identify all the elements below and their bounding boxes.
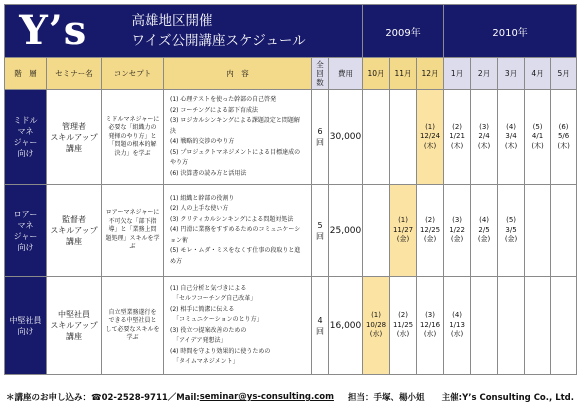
date-cell bbox=[363, 185, 390, 277]
table-row bbox=[5, 185, 577, 277]
col-content: 内 容 bbox=[164, 58, 312, 90]
col-month-apr: 4月 bbox=[525, 58, 551, 90]
footer bbox=[6, 389, 574, 405]
date-cell: (3) 1/22 (金) bbox=[444, 185, 471, 277]
staff-contact: 担当：手塚、楊小姐 bbox=[347, 393, 425, 403]
table-row bbox=[5, 277, 577, 375]
title-line-2: ワイズ公開講座スケジュール bbox=[131, 33, 306, 49]
row-content: (1) 組織と幹部の役割り (2) 人の上手な使い方 (3) クリティカルシンキングによる問題対処法 (4) 円滑に業務をすすめるためのコミュニケーション術 (5) モレ・ムダ・ミスをなくす仕事の段取りと進め方 bbox=[164, 185, 312, 277]
title-cell bbox=[102, 5, 363, 58]
apply-contact: ＊講座のお申し込み：☎02-2528-9711／Mail: bbox=[6, 393, 200, 403]
row-sessions: 5 回 bbox=[312, 185, 329, 277]
date-cell bbox=[525, 277, 551, 375]
col-course: セミナー名 bbox=[47, 58, 102, 90]
date-cell: (4) 2/5 (金) bbox=[471, 185, 498, 277]
row-course: 監督者 スキルアップ 講座 bbox=[47, 185, 102, 277]
date-cell bbox=[363, 90, 390, 185]
row-sessions: 4 回 bbox=[312, 277, 329, 375]
year-2009: 2009年 bbox=[363, 5, 444, 58]
year-2010: 2010年 bbox=[444, 5, 577, 58]
date-cell: (2) 12/25 (金) bbox=[417, 185, 444, 277]
col-month-jan: 1月 bbox=[444, 58, 471, 90]
col-month-mar: 3月 bbox=[498, 58, 525, 90]
date-cell bbox=[551, 277, 577, 375]
row-sessions: 6 回 bbox=[312, 90, 329, 185]
banner-row bbox=[5, 5, 577, 58]
company-logo: Y’s bbox=[19, 7, 88, 54]
row-level: 中堅社員 向け bbox=[5, 277, 47, 375]
date-cell bbox=[498, 277, 525, 375]
date-cell: (3) 12/16 (水) bbox=[417, 277, 444, 375]
row-level: ミドル マネ ジャー 向け bbox=[5, 90, 47, 185]
row-concept: ロアーマネジャーに 不可欠な「部下指 導」と「業務上問 題処理」スキルを学 ぶ bbox=[102, 185, 164, 277]
date-cell bbox=[471, 277, 498, 375]
row-concept: ミドルマネジャーに 必要な「組織力の 発揮のやり方」と 「問題の根本的解 決力」を学ぶ bbox=[102, 90, 164, 185]
row-content: (1) 自己分析と気づきによる 「セルフコーチング自己改革」 (2) 相手に簡潔に伝える 「コミュニケーションのとり方」 (3) 役立つ提案改善のための 「アイデア発想法」 (4) 時間を守より効果的に使うための 「タイムマネジメント」 bbox=[164, 277, 312, 375]
col-month-oct: 10月 bbox=[363, 58, 390, 90]
date-cell bbox=[525, 185, 551, 277]
col-sessions: 全 回 数 bbox=[312, 58, 329, 90]
date-cell bbox=[390, 90, 417, 185]
col-concept: コンセプト bbox=[102, 58, 164, 90]
date-cell: (5) 4/1 (木) bbox=[525, 90, 551, 185]
row-course: 管理者 スキルアップ 講座 bbox=[47, 90, 102, 185]
date-cell: (3) 2/4 (木) bbox=[471, 90, 498, 185]
col-month-feb: 2月 bbox=[471, 58, 498, 90]
email-link[interactable]: seminar@ys-consulting.com bbox=[199, 392, 334, 402]
organizer: 主催:Y’s Consulting Co., Ltd. bbox=[441, 393, 574, 403]
col-month-nov: 11月 bbox=[390, 58, 417, 90]
date-cell: (1) 12/24 (木) bbox=[417, 90, 444, 185]
schedule-table bbox=[4, 4, 577, 375]
row-fee: 30,000 bbox=[329, 90, 363, 185]
row-concept: 自立型業務遂行を できる中堅社員と して必要なスキルを 学ぶ bbox=[102, 277, 164, 375]
row-fee: 25,000 bbox=[329, 185, 363, 277]
title-line-1: 高雄地区開催 bbox=[131, 13, 213, 29]
row-level: ロアー マネ ジャー 向け bbox=[5, 185, 47, 277]
row-course: 中堅社員 スキルアップ 講座 bbox=[47, 277, 102, 375]
col-month-may: 5月 bbox=[551, 58, 577, 90]
col-level: 階 層 bbox=[5, 58, 47, 90]
column-header-row bbox=[5, 58, 577, 90]
date-cell: (4) 1/13 (水) bbox=[444, 277, 471, 375]
col-fee: 費用 bbox=[329, 58, 363, 90]
logo-cell bbox=[5, 5, 102, 58]
date-cell: (4) 3/4 (木) bbox=[498, 90, 525, 185]
date-cell: (6) 5/6 (木) bbox=[551, 90, 577, 185]
date-cell: (1) 11/27 (金) bbox=[390, 185, 417, 277]
date-cell: (2) 1/21 (木) bbox=[444, 90, 471, 185]
row-fee: 16,000 bbox=[329, 277, 363, 375]
date-cell: (5) 3/5 (金) bbox=[498, 185, 525, 277]
date-cell: (1) 10/28 (水) bbox=[363, 277, 390, 375]
date-cell bbox=[551, 185, 577, 277]
row-content: (1) 心理テストを使った幹部の自己啓発 (2) コーチングによる部下育成法 (3) ロジカルシンキングによる課題設定と問題解決 (4) 戦略的交渉のやり方 (5) プロジェクトマネジメントによる目標達成のやり方 (6) 決算書の読み方と活用法 bbox=[164, 90, 312, 185]
table-row bbox=[5, 90, 577, 185]
date-cell: (2) 11/25 (水) bbox=[390, 277, 417, 375]
col-month-dec: 12月 bbox=[417, 58, 444, 90]
